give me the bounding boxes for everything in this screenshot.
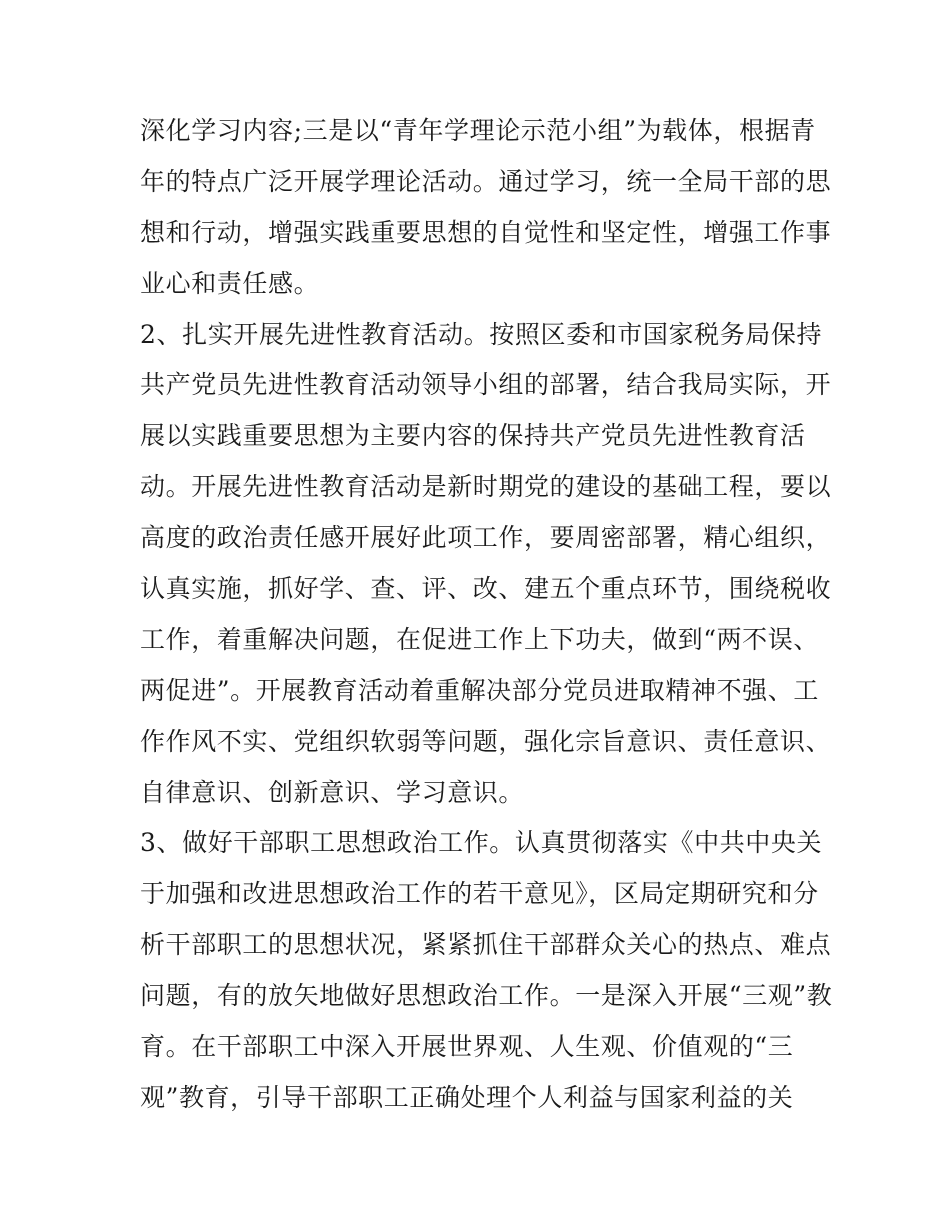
text-line-11: 工作，着重解决问题，在促进工作上下功夫，做到“两不误、 bbox=[140, 624, 819, 654]
text-line-2: 年的特点广泛开展学理论活动。通过学习，统一全局干部的思 bbox=[140, 166, 832, 196]
body-text bbox=[140, 106, 833, 1124]
text-line-4: 业心和责任感。 bbox=[140, 268, 320, 298]
text-line-15: 3、做好干部职工思想政治工作。认真贯彻落实《中共中央关 bbox=[140, 828, 823, 858]
text-line-17: 析干部职工的思想状况，紧紧抓住干部群众关心的热点、难点 bbox=[140, 930, 832, 960]
text-line-9: 高度的政治责任感开展好此项工作，要周密部署，精心组织， bbox=[140, 523, 832, 553]
text-line-13: 作作风不实、党组织软弱等问题，强化宗旨意识、责任意识、 bbox=[140, 726, 832, 756]
text-line-19: 育。在干部职工中深入开展世界观、人生观、价值观的“三 bbox=[140, 1032, 794, 1062]
text-line-18: 问题，有的放矢地做好思想政治工作。一是深入开展“三观”教 bbox=[140, 981, 833, 1011]
text-line-1: 深化学习内容;三是以“青年学理论示范小组”为载体，根据青 bbox=[140, 116, 816, 145]
text-line-10: 认真实施，抓好学、查、评、改、建五个重点环节，围绕税收 bbox=[140, 574, 832, 604]
text-line-3: 想和行动，增强实践重要思想的自觉性和坚定性，增强工作事 bbox=[140, 217, 832, 247]
text-line-8: 动。开展先进性教育活动是新时期党的建设的基础工程，要以 bbox=[140, 472, 832, 502]
text-line-5: 2、扎实开展先进性教育活动。按照区委和市国家税务局保持 bbox=[140, 319, 823, 349]
text-line-12: 两促进”。开展教育活动着重解决部分党员进取精神不强、工 bbox=[140, 675, 819, 705]
text-line-16: 于加强和改进思想政治工作的若干意见》，区局定期研究和分 bbox=[140, 879, 819, 909]
text-line-14: 自律意识、创新意识、学习意识。 bbox=[140, 777, 525, 807]
text-line-6: 共产党员先进性教育活动领导小组的部署，结合我局实际，开 bbox=[140, 370, 832, 400]
text-line-20: 观”教育，引导干部职工正确处理个人利益与国家利益的关 bbox=[140, 1082, 794, 1112]
text-line-7: 展以实践重要思想为主要内容的保持共产党员先进性教育活 bbox=[140, 421, 806, 451]
